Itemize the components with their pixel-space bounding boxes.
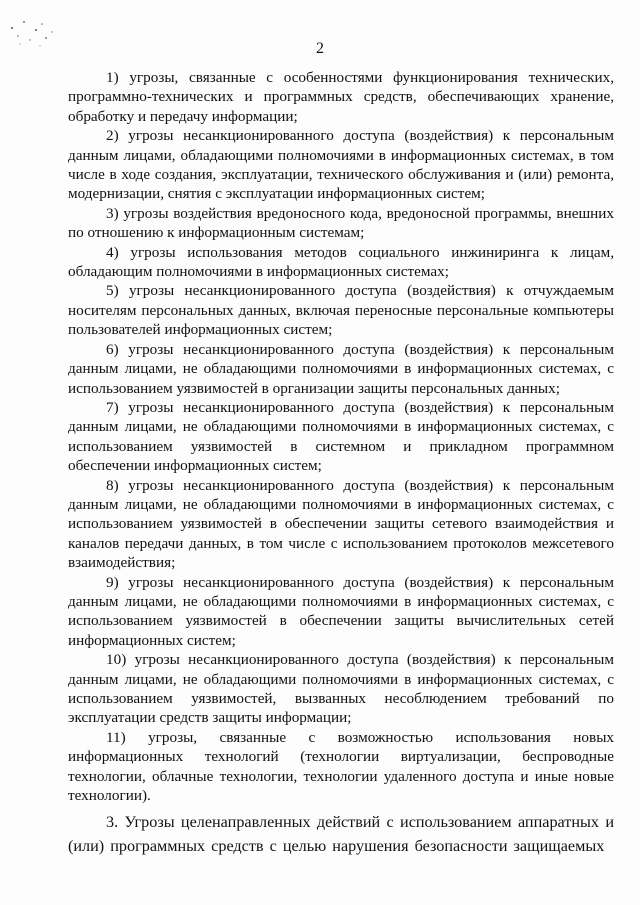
list-item-threat-6: 6) угрозы несанкционированного доступа (воздействия) к персональным данным лицами, не обладающими полномочиями в информационных системах, с использованием уязвимостей в организации защиты персональных данных; — [68, 340, 614, 397]
list-item-threat-8: 8) угрозы несанкционированного доступа (воздействия) к персональным данным лицами, не обладающими полномочиями в информационных системах, с использованием уязвимостей в обеспечении защиты сетевого взаимодействия и каналов передачи данных, в том числе с использованием протоколов межсетевого взаимодействия; — [68, 476, 614, 572]
list-item-threat-5: 5) угрозы несанкционированного доступа (воздействия) к отчуждаемым носителям персональных данных, включая переносные персональные компьютеры пользователей информационных систем; — [68, 282, 614, 339]
section-3-paragraph: 3. Угрозы целенаправленных действий с использованием аппаратных и (или) программных средств с целью нарушения безопасности защищаемых — [68, 813, 614, 856]
list-item-threat-1: 1) угрозы, связанные с особенностями функционирования технических, программно-технических и программных средств, обеспечивающих хранение, обработку и передачу информации; — [68, 69, 614, 125]
list-item-threat-10: 10) угрозы несанкционированного доступа (воздействия) к персональным данным лицами, не обладающими полномочиями в информационных системах, с использованием уязвимостей, вызванных несоблюдением требований по эксплуатации средств защиты информации; — [68, 651, 614, 727]
page-number: 2 — [316, 40, 324, 57]
list-item-threat-11: 11) угрозы, связанные с возможностью использования новых информационных технологий (технологии виртуализации, беспроводные технологии, облачные технологии, технологии удаленного доступа и иные новые технологии). — [68, 728, 614, 805]
list-item-threat-4: 4) угрозы использования методов социального инжиниринга к лицам, обладающим полномочиями в информационных системах; — [68, 243, 614, 281]
list-item-threat-9: 9) угрозы несанкционированного доступа (воздействия) к персональным данным лицами, не обладающими полномочиями в информационных системах, с использованием уязвимостей в обеспечении защиты вычислительных сетей информационных систем; — [68, 573, 614, 649]
document-body — [68, 68, 614, 858]
list-item-threat-3: 3) угрозы воздействия вредоносного кода, вредоносной программы, внешних по отношению к информационным системам; — [68, 204, 614, 242]
list-item-threat-7: 7) угрозы несанкционированного доступа (воздействия) к персональным данным лицами, не обладающими полномочиями в информационных системах, с использованием уязвимостей в системном и прикладном программном обеспечении информационных систем; — [68, 398, 614, 475]
list-item-threat-2: 2) угрозы несанкционированного доступа (воздействия) к персональным данным лицами, обладающими полномочиями в информационных системах, в том числе в ходе создания, эксплуатации, технического обслуживания и (или) ремонта, модернизации, снятия с эксплуатации информационных систем; — [68, 127, 614, 203]
